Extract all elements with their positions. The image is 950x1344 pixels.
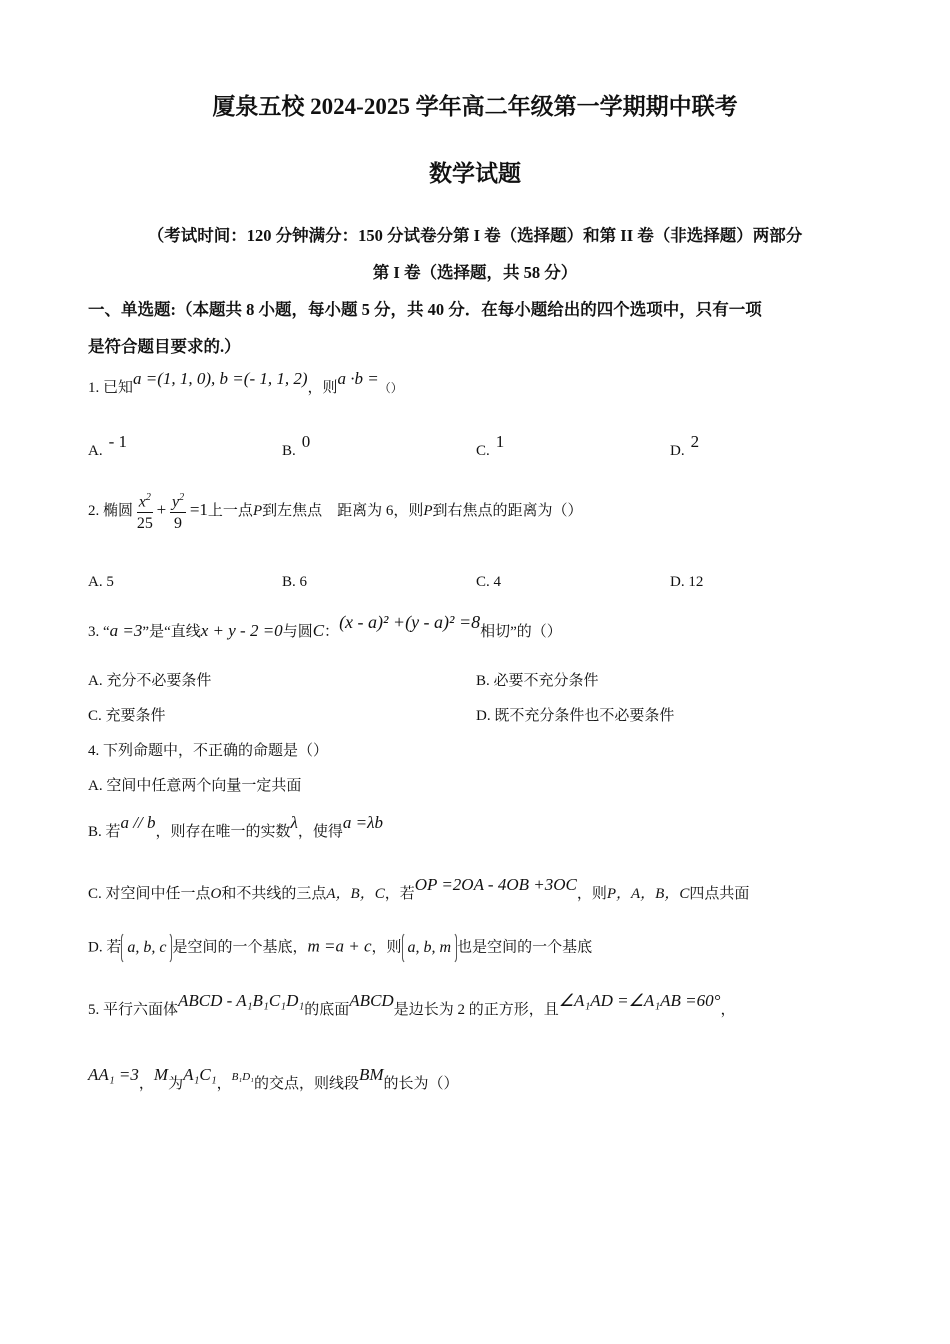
question-5-line1: 5. 平行六面体ABCD - A₁B₁C₁D₁的底面ABCD是边长为 2 的正方形，且∠A₁AD =∠A₁AB =60°， bbox=[88, 991, 736, 1018]
q1-option-a[interactable]: A. - 1 bbox=[88, 432, 128, 459]
q1-option-b[interactable]: B. 0 bbox=[282, 432, 311, 459]
q3-option-a[interactable]: A. 充分不必要条件 bbox=[88, 673, 212, 689]
q5-edge: AA₁ =3 bbox=[88, 1065, 139, 1084]
q3-line: x + y - 2 =0 bbox=[200, 621, 283, 640]
q1-given: a =(1, 1, 0), b =(- 1, 1, 2) bbox=[133, 369, 308, 388]
q1-mid: ，则 bbox=[307, 380, 338, 396]
q2-frac-y: $\frac{y^2}{9}$ bbox=[170, 488, 186, 535]
question-3: 3. “a =3”是“直线x + y - 2 =0与圆C：(x - a)² +(y - a)² =8相切”的（） bbox=[88, 612, 562, 640]
q5-angles: ∠A₁AD =∠A₁AB =60° bbox=[558, 991, 721, 1010]
q4-basis-set2: a, b, m bbox=[402, 932, 458, 964]
q4-vector-eq: OP =2OA - 4OB +3OC bbox=[414, 875, 577, 894]
q2-option-c[interactable]: C. 4 bbox=[476, 574, 502, 590]
q1-prefix: 1. 已知 bbox=[88, 380, 134, 396]
section1-heading-line1: 一、单选题:（本题共 8 小题，每小题 5 分，共 40 分．在每小题给出的四个选项中，只有一项 bbox=[88, 300, 762, 319]
question-2: 2. 椭圆 $\frac{x^2}{25}$ + $\frac{y^2}{9}$ =1上一点P到左焦点 距离为 6，则P到右焦点的距离为（） bbox=[88, 488, 583, 535]
q4-option-d[interactable]: D. 若 a, b, c 是空间的一个基底，m =a + c，则 a, b, m 也是空间的一个基底 bbox=[88, 932, 592, 964]
q1-expr: a ·b = bbox=[337, 369, 379, 388]
q3-condition: a =3 bbox=[109, 621, 143, 640]
subject-title: 数学试题 bbox=[429, 161, 521, 186]
question-1 bbox=[88, 369, 403, 397]
q1-tail: （） bbox=[378, 381, 403, 395]
exam-title: 厦泉五校 2024-2025 学年高二年级第一学期期中联考 bbox=[212, 94, 738, 119]
question-4-stem: 4. 下列命题中，不正确的命题是（） bbox=[88, 743, 329, 759]
q3-option-d[interactable]: D. 既不充分条件也不必要条件 bbox=[476, 708, 675, 724]
q4-option-a[interactable]: A. 空间中任意两个向量一定共面 bbox=[88, 778, 302, 794]
q4-option-b[interactable]: B. 若a // b，则存在唯一的实数λ，使得a =λb bbox=[88, 813, 383, 840]
q2-option-d[interactable]: D. 12 bbox=[670, 574, 704, 590]
question-5-line2: AA₁ =3，M为A₁C₁，$^{B_1D_1}$的交点，则线段BM的长为（） bbox=[88, 1065, 459, 1092]
q1-option-d[interactable]: D. 2 bbox=[670, 432, 700, 459]
q3-option-c[interactable]: C. 充要条件 bbox=[88, 708, 166, 724]
q4-basis-set1: a, b, c bbox=[121, 932, 172, 964]
q2-prefix: 2. 椭圆 bbox=[88, 503, 134, 520]
exam-info: （考试时间：120 分钟满分：150 分试卷分第 I 卷（选择题）和第 II 卷（非选择题）两部分 bbox=[147, 226, 803, 245]
volume-title: 第 I 卷（选择题，共 58 分） bbox=[372, 263, 578, 282]
q1-option-c[interactable]: C. 1 bbox=[476, 432, 505, 459]
q3-circle-eq: (x - a)² +(y - a)² =8 bbox=[339, 612, 481, 632]
q2-option-a[interactable]: A. 5 bbox=[88, 574, 114, 590]
q2-frac-x: $\frac{x^2}{25}$ bbox=[137, 488, 153, 535]
q2-eq: =1 bbox=[189, 500, 208, 520]
q3-option-b[interactable]: B. 必要不充分条件 bbox=[476, 673, 599, 689]
q4-option-c[interactable]: C. 对空间中任一点O和不共线的三点A，B，C，若OP =2OA - 4OB +3OC，则P，A，B，C四点共面 bbox=[88, 875, 750, 902]
q2-option-b[interactable]: B. 6 bbox=[282, 574, 308, 590]
q5-solid: ABCD - A₁B₁C₁D₁ bbox=[178, 991, 305, 1010]
section1-heading-line2: 是符合题目要求的.） bbox=[88, 337, 241, 356]
